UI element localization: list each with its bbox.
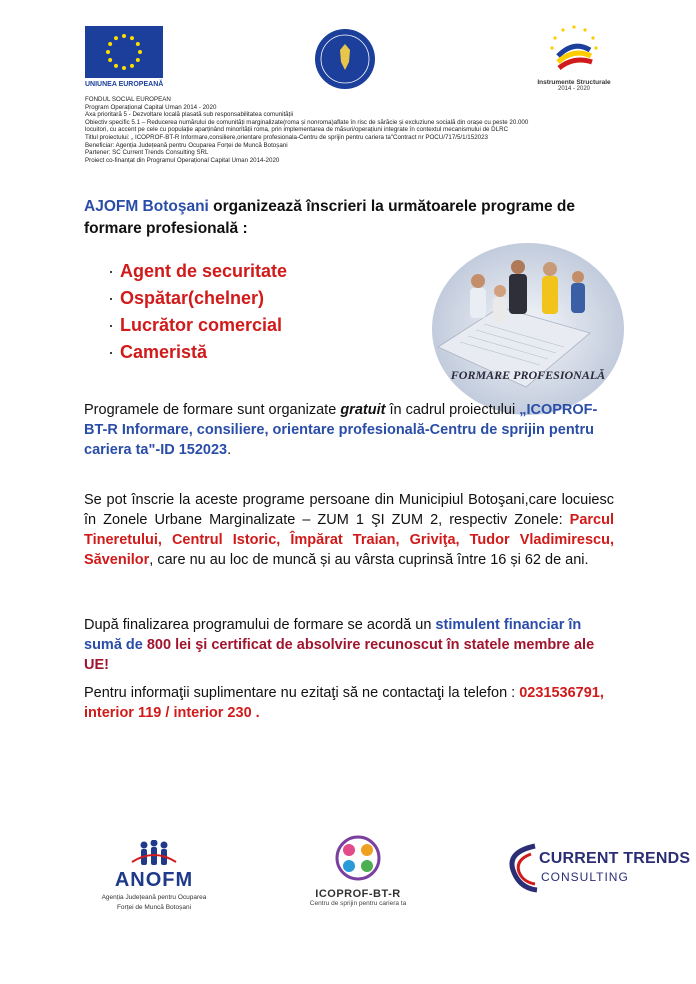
info-line: Obiectiv specific 5.1 – Reducerea numărului de comunități marginalizate(roma și nonroma)aflate în risc de sărăcie și excluziune socială din orașe cu peste 20.000 — [85, 118, 529, 126]
icoprof-subtitle: Centru de sprijin pentru cariera ta — [309, 900, 407, 907]
eu-star-icon — [114, 64, 118, 68]
eu-logo — [85, 26, 165, 88]
info-line: Program Operațional Capital Uman 2014 - 2020 — [85, 103, 217, 111]
program-item — [108, 312, 287, 339]
structural-instruments-icon — [544, 22, 604, 72]
stipend-text: stimulent financiar în sumă de — [84, 617, 582, 653]
romanian-government-emblem-icon — [314, 28, 376, 90]
intro-text: organizează înscrieri la următoarele programe de formare profesională : — [84, 198, 575, 237]
anofm-people-icon — [124, 840, 184, 866]
bullet: · — [108, 315, 114, 335]
eu-star-icon — [130, 64, 134, 68]
current-trends-swoosh-icon — [505, 840, 539, 896]
info-line: locuitori, cu accent pe cele cu populație aparținând minorității roma, prin implementarea de măsuri/operațiuni integrate în contextul mecanismului de DLRC — [85, 126, 509, 134]
text: Se pot înscrie la aceste programe persoane din Municipiul Botoşani,care locuiesc în Zonele Urbane Marginalizate – ZUM 1 ŞI ZUM 2, respectiv Zonele: — [84, 492, 614, 528]
info-line: Titlul proiectului: „ ICOPROF-BT-R Informare,consiliere,orientare profesionala-Centru de sprijin pentru cariera ta"Contract nr POCU/717/5/1/152023 — [85, 133, 488, 141]
current-trends-logo — [505, 840, 691, 896]
eu-star-icon — [122, 34, 126, 38]
program-item — [108, 258, 287, 285]
icoprof-logo — [298, 835, 418, 907]
text: în cadrul proiectului — [385, 402, 520, 418]
phone-number: 0231536791, interior 119 / interior 230 . — [84, 685, 604, 721]
eu-label: UNIUNEA EUROPEANĂ — [85, 81, 164, 88]
photo-caption: FORMARE PROFESIONALĂ — [450, 368, 606, 382]
project-title: „ICOPROF-BT-R Informare, consiliere, orientare profesională-Centru de sprijin pentru cariera ta"-ID 152023 — [84, 402, 598, 458]
eu-star-icon — [130, 36, 134, 40]
icoprof-name: ICOPROF-BT-R — [315, 888, 401, 900]
info-line: Proiect co-finanțat din Programul Operațional Capital Uman 2014-2020 — [85, 156, 280, 164]
info-line: Axa prioritară 5 - Dezvoltare locală plasată sub responsabilitatea comunității — [85, 111, 294, 119]
eu-star-icon — [136, 42, 140, 46]
eu-star-icon — [136, 58, 140, 62]
project-info — [85, 96, 625, 164]
organization-name: AJOFM Botoşani — [84, 198, 209, 215]
bullet: · — [108, 342, 114, 362]
program-label: Lucrător comercial — [120, 315, 283, 335]
structural-instruments-years: 2014 - 2020 — [557, 86, 591, 93]
icoprof-icon — [334, 835, 382, 881]
eu-star-icon — [108, 58, 112, 62]
eu-star-icon — [138, 50, 142, 54]
anofm-name: ANOFM — [114, 869, 194, 891]
stipend-amount: 800 lei şi certificat de absolvire recunoscut în statele membre ale UE! — [84, 637, 595, 673]
eu-star-icon — [106, 50, 110, 54]
text: După finalizarea programului de formare se acordă un — [84, 617, 436, 633]
structural-instruments-label: Instrumente Structurale — [537, 79, 611, 86]
bullet: · — [108, 288, 114, 308]
eu-star-icon — [108, 42, 112, 46]
intro-heading — [84, 196, 614, 240]
text: , care nu au loc de muncă și au vârsta cuprinsă între 16 și 62 de ani. — [149, 552, 589, 568]
current-trends-subtitle: CONSULTING — [541, 870, 629, 884]
program-item — [108, 285, 287, 312]
program-label: Cameristă — [120, 342, 208, 362]
eu-star-icon — [122, 66, 126, 70]
paragraph-free-programs — [84, 400, 614, 460]
current-trends-name: CURRENT TRENDS — [539, 850, 691, 867]
paragraph-eligibility — [84, 490, 614, 570]
paragraph-stipend — [84, 615, 614, 675]
text: . — [227, 442, 232, 458]
bullet: · — [108, 261, 114, 281]
info-line: Partener: SC Current Trends Consulting SRL — [85, 149, 209, 157]
program-list — [108, 258, 287, 366]
anofm-subtitle-1: Agenția Județeană pentru Ocuparea — [101, 894, 207, 901]
program-label: Ospătar(chelner) — [120, 288, 265, 308]
anofm-subtitle-2: Forței de Muncă Botoșani — [116, 904, 192, 911]
structural-instruments-logo — [528, 22, 620, 92]
professional-training-image — [430, 237, 626, 417]
anofm-logo — [84, 840, 224, 912]
paragraph-contact — [84, 683, 614, 723]
eu-star-icon — [114, 36, 118, 40]
info-line: Beneficiar: Agenția Județeană pentru Ocuparea Forței de Muncă Botoșani — [85, 141, 288, 149]
program-item — [108, 339, 287, 366]
text: Programele de formare sunt organizate — [84, 402, 341, 418]
zones-list: Parcul Tineretului, Centrul Istoric, Împărat Traian, Griviţa, Tudor Vladimirescu, Săvenilor — [84, 512, 614, 568]
eu-flag-icon — [85, 26, 163, 78]
text: Pentru informaţii suplimentare nu ezitaţi să ne contactaţi la telefon : — [84, 685, 520, 701]
free-emphasis: gratuit — [340, 402, 386, 418]
info-line: FONDUL SOCIAL EUROPEAN — [85, 96, 171, 103]
program-label: Agent de securitate — [120, 261, 288, 281]
